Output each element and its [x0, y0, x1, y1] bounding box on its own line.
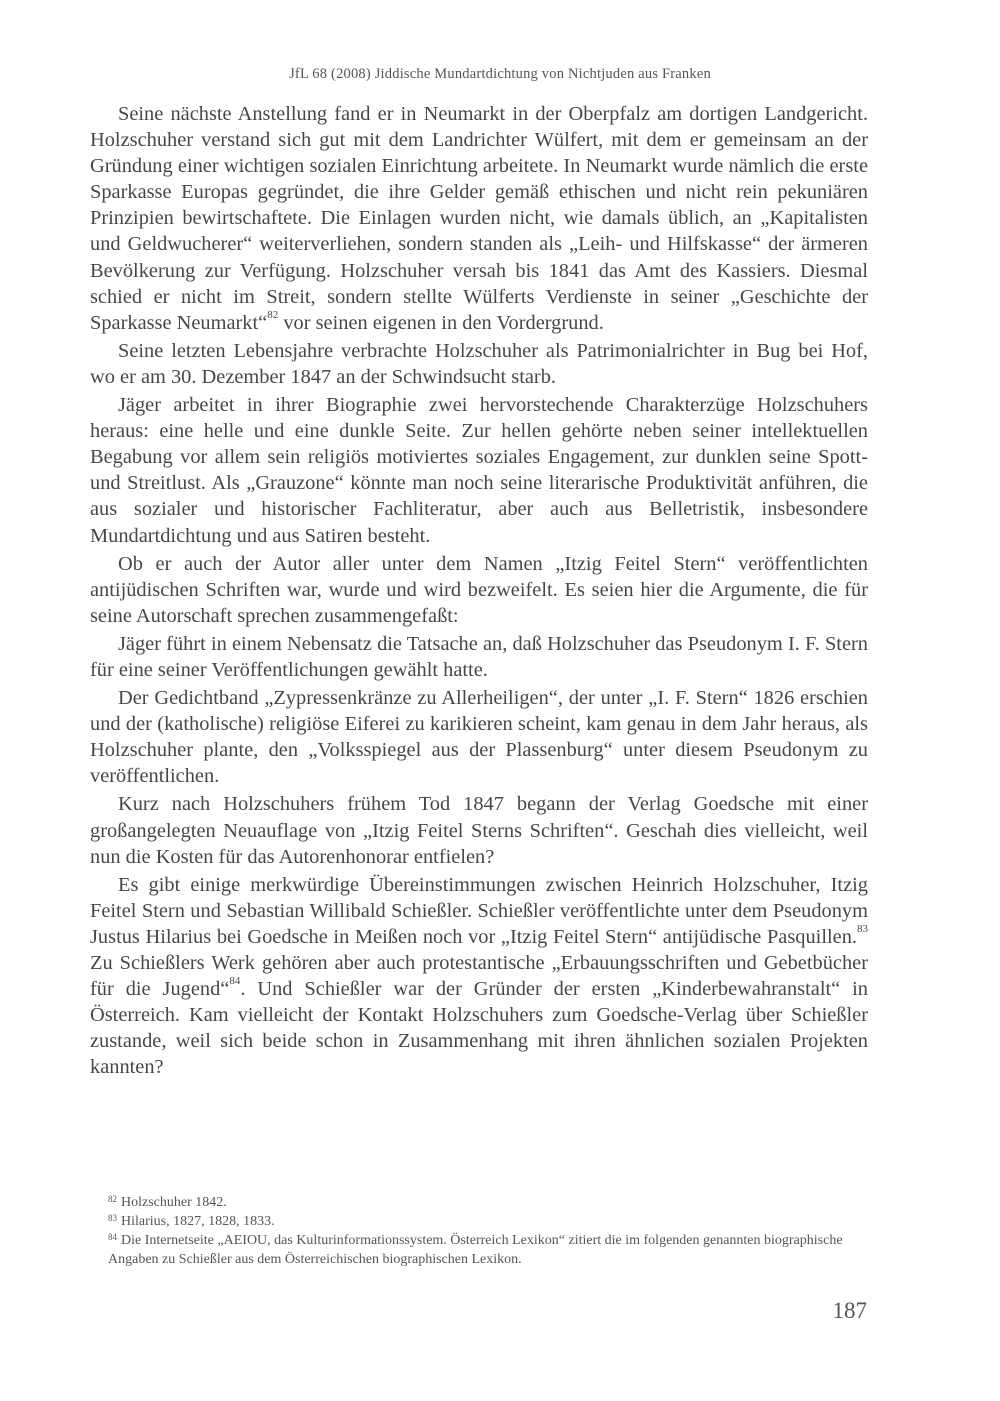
footnote-text: Die Internetseite „AEIOU, das Kulturinformationssystem. Österreich Lexikon“ zitiert die im folgenden genannten biographische Angaben zu Schießler aus dem Österreichischen biographischen Lexikon. [108, 1233, 843, 1267]
footnote-text: Holzschuher 1842. [121, 1195, 227, 1210]
paragraph-text: Jäger führt in einem Nebensatz die Tatsache an, daß Holzschuher das Pseudonym I. F. Stern für eine seiner Veröffentlichungen gewählt hatte. [90, 632, 868, 681]
paragraph-text: Es gibt einige merkwürdige Übereinstimmungen zwischen Heinrich Holzschuher, Itzig Feitel Stern und Sebastian Willibald Schießler. Schießler veröffentlichte unter dem Pseudonym Justus Hilarius bei Goedsche in Meißen noch vor „Itzig Feitel Stern“ antijüdische Pasquillen. [90, 873, 868, 948]
paragraph-text: Seine nächste Anstellung fand er in Neumarkt in der Oberpfalz am dortigen Landgericht. Holzschuher verstand sich gut mit dem Landrichter Wülfert, mit dem er gemeinsam an der Gründung einer wichtigen sozialen Einrichtung arbeitete. In Neumarkt wurde nämlich die erste Sparkasse Europas gegründet, die ihre Gelder gemäß ethischen und nicht rein pekuniären Prinzipien bewirtschaftete. Die Einlagen wurden nicht, wie damals üblich, an „Kapitalisten und Geldwucherer“ weiterverliehen, sondern standen als „Leih- und Hilfskasse“ der ärmeren Bevölkerung zur Verfügung. Holzschuher versah bis 1841 das Amt des Kassiers. Diesmal schied er nicht im Streit, sondern stellte Wülferts Verdienste in seiner „Geschichte der Sparkasse Neumarkt“ [90, 103, 868, 334]
paragraph-text: Jäger arbeitet in ihrer Biographie zwei hervorstechende Charakterzüge Holzschuhers heraus: eine helle und eine dunkle Seite. Zur hellen gehörte neben seiner intellektuellen Begabung vor allem sein religiös motiviertes soziales Engagement, zur dunklen seine Spott- und Streitlust. Als „Grauzone“ könnte man noch seine literarische Produktivität anführen, die aus sozialer und historischer Fachliteratur, aber auch aus Belletristik, insbesondere Mundartdichtung und aus Satiren besteht. [90, 394, 868, 547]
paragraph [90, 872, 868, 1081]
paragraph [90, 631, 868, 683]
paragraph [90, 392, 868, 549]
footnote [90, 1212, 870, 1231]
paragraph-text: Ob er auch der Autor aller unter dem Namen „Itzig Feitel Stern“ veröffentlichten antijüdischen Schriften war, wurde und wird bezweifelt. Es seien hier die Argumente, die für seine Autorschaft sprechen zusammengefaßt: [90, 552, 868, 627]
footnote [90, 1231, 870, 1269]
paragraph [90, 338, 868, 390]
paragraph [90, 685, 868, 789]
page-number: 187 [832, 1298, 867, 1323]
paragraph [90, 101, 868, 336]
footnote-reference: 83 [857, 923, 868, 936]
footnote-reference: 82 [267, 308, 279, 321]
paragraph-text: Zu Schießlers Werk gehören aber auch protestantische „Erbauungsschriften und Gebetbücher für die Jugend“ [90, 952, 868, 1001]
footnote-text: Hilarius, 1827, 1828, 1833. [121, 1214, 275, 1229]
running-head: JfL 68 (2008) Jiddische Mundartdichtung von Nichtjuden aus Franken [289, 66, 711, 82]
body-text [90, 101, 868, 1082]
paragraph-text: . Und Schießler war der Gründer der ersten „Kinderbewahranstalt“ in Österreich. Kam vielleicht der Kontakt Holzschuhers zum Goedsche-Verlag über Schießler zustande, weil sich beide schon in Zusammenhang mit ihren ähnlichen sozialen Projekten kannten? [90, 978, 868, 1079]
paragraph-text: Seine letzten Lebensjahre verbrachte Holzschuher als Patrimonialrichter in Bug bei Hof, wo er am 30. Dezember 1847 an der Schwindsucht starb. [90, 339, 868, 388]
paragraph [90, 791, 868, 869]
paragraph-text: Kurz nach Holzschuhers frühem Tod 1847 begann der Verlag Goedsche mit einer großangelegten Neuauflage von „Itzig Feitel Sterns Schriften“. Geschah dies vielleicht, weil nun die Kosten für das Autorenhonorar entfielen? [90, 793, 868, 868]
footnote-reference: 84 [229, 975, 241, 988]
footnotes [90, 1193, 870, 1269]
footnote-number: 82 [108, 1194, 117, 1204]
footnote-number: 83 [108, 1213, 117, 1223]
paragraph-text: vor seinen eigenen in den Vordergrund. [278, 311, 604, 334]
paragraph [90, 551, 868, 629]
footnote-number: 84 [108, 1232, 117, 1242]
paragraph-text: Der Gedichtband „Zypressenkränze zu Allerheiligen“, der unter „I. F. Stern“ 1826 erschien und der (katholische) religiöse Eiferei zu karikieren scheint, kam genau in dem Jahr heraus, als Holzschuher plante, den „Volksspiegel aus der Plassenburg“ unter diesem Pseudonym zu veröffentlichen. [90, 687, 868, 788]
footnote [90, 1193, 870, 1212]
